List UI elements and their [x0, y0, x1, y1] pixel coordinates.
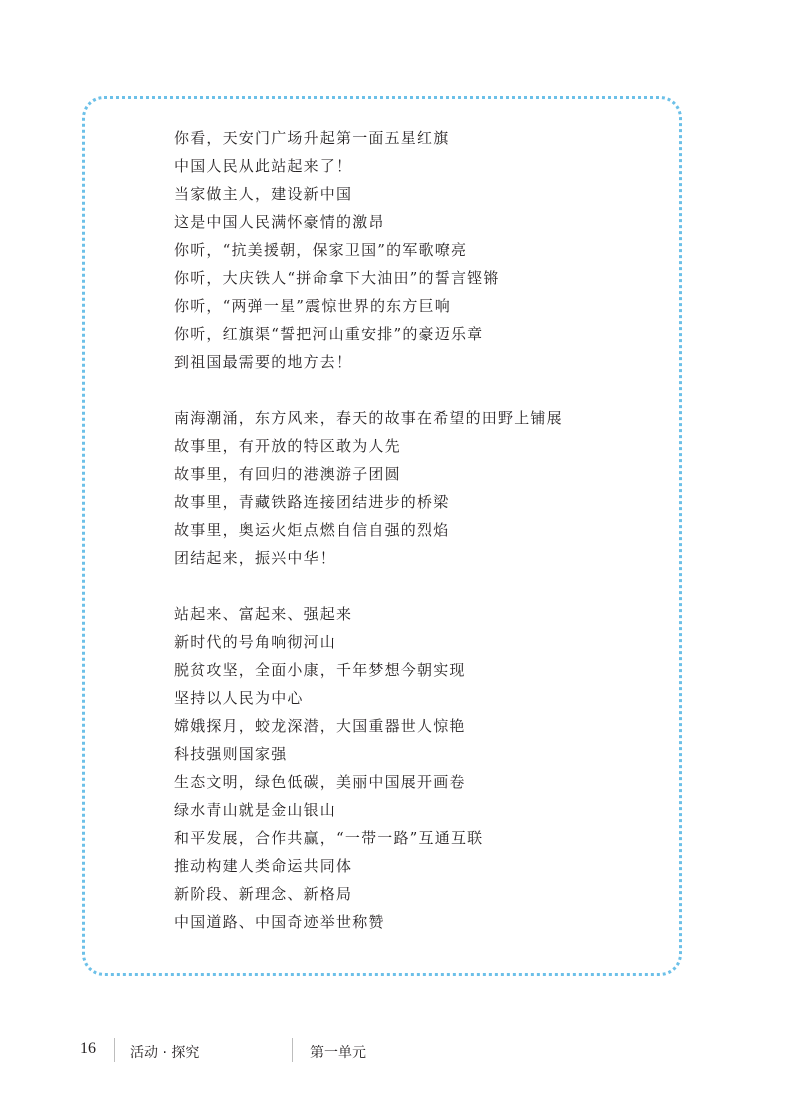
poem-stanza-2 — [174, 404, 664, 572]
poem-stanza-3 — [174, 600, 664, 936]
poem-line: 故事里，有回归的港澳游子团圆 — [174, 465, 401, 483]
poem-line: 你听，大庆铁人“拼命拿下大油田”的誓言铿锵 — [174, 269, 500, 287]
poem-line: 你听，红旗渠“誓把河山重安排”的豪迈乐章 — [174, 325, 484, 343]
poem-line: 你听，“两弹一星”震惊世界的东方巨响 — [174, 297, 451, 315]
poem-line: 坚持以人民为中心 — [174, 689, 304, 707]
poem-line: 这是中国人民满怀豪情的激昂 — [174, 213, 385, 231]
poem-line: 你看，天安门广场升起第一面五星红旗 — [174, 129, 450, 147]
poem-body — [174, 124, 664, 936]
poem-line: 站起来、富起来、强起来 — [174, 605, 353, 623]
poem-line: 到祖国最需要的地方去！ — [174, 353, 353, 371]
footer-section-label: 活动 · 探究 — [130, 1045, 200, 1061]
poem-line: 中国人民从此站起来了！ — [174, 157, 353, 175]
poem-line: 故事里，奥运火炬点燃自信自强的烈焰 — [174, 521, 450, 539]
poem-line: 和平发展，合作共赢，“一带一路”互通互联 — [174, 829, 484, 847]
poem-line: 推动构建人类命运共同体 — [174, 857, 353, 875]
poem-line: 生态文明，绿色低碳，美丽中国展开画卷 — [174, 773, 466, 791]
footer-divider — [292, 1038, 293, 1062]
footer-unit-label: 第一单元 — [310, 1045, 366, 1061]
poem-line: 当家做主人，建设新中国 — [174, 185, 353, 203]
poem-line: 科技强则国家强 — [174, 745, 288, 763]
poem-line: 绿水青山就是金山银山 — [174, 801, 337, 819]
poem-line: 团结起来，振兴中华！ — [174, 549, 337, 567]
poem-line: 故事里，青藏铁路连接团结进步的桥梁 — [174, 493, 450, 511]
footer-divider — [114, 1038, 115, 1062]
poem-line: 故事里，有开放的特区敢为人先 — [174, 437, 401, 455]
poem-line: 南海潮涌，东方风来，春天的故事在希望的田野上铺展 — [174, 409, 563, 427]
poem-line: 中国道路、中国奇迹举世称赞 — [174, 913, 385, 931]
page-footer — [0, 1036, 800, 1066]
poem-line: 嫦娥探月，蛟龙深潜，大国重器世人惊艳 — [174, 717, 466, 735]
poem-line: 新时代的号角响彻河山 — [174, 633, 337, 651]
page-number: 16 — [80, 1040, 96, 1057]
poem-stanza-1 — [174, 124, 664, 376]
poem-line: 新阶段、新理念、新格局 — [174, 885, 353, 903]
poem-line: 脱贫攻坚，全面小康，千年梦想今朝实现 — [174, 661, 466, 679]
poem-line: 你听，“抗美援朝，保家卫国”的军歌嘹亮 — [174, 241, 468, 259]
